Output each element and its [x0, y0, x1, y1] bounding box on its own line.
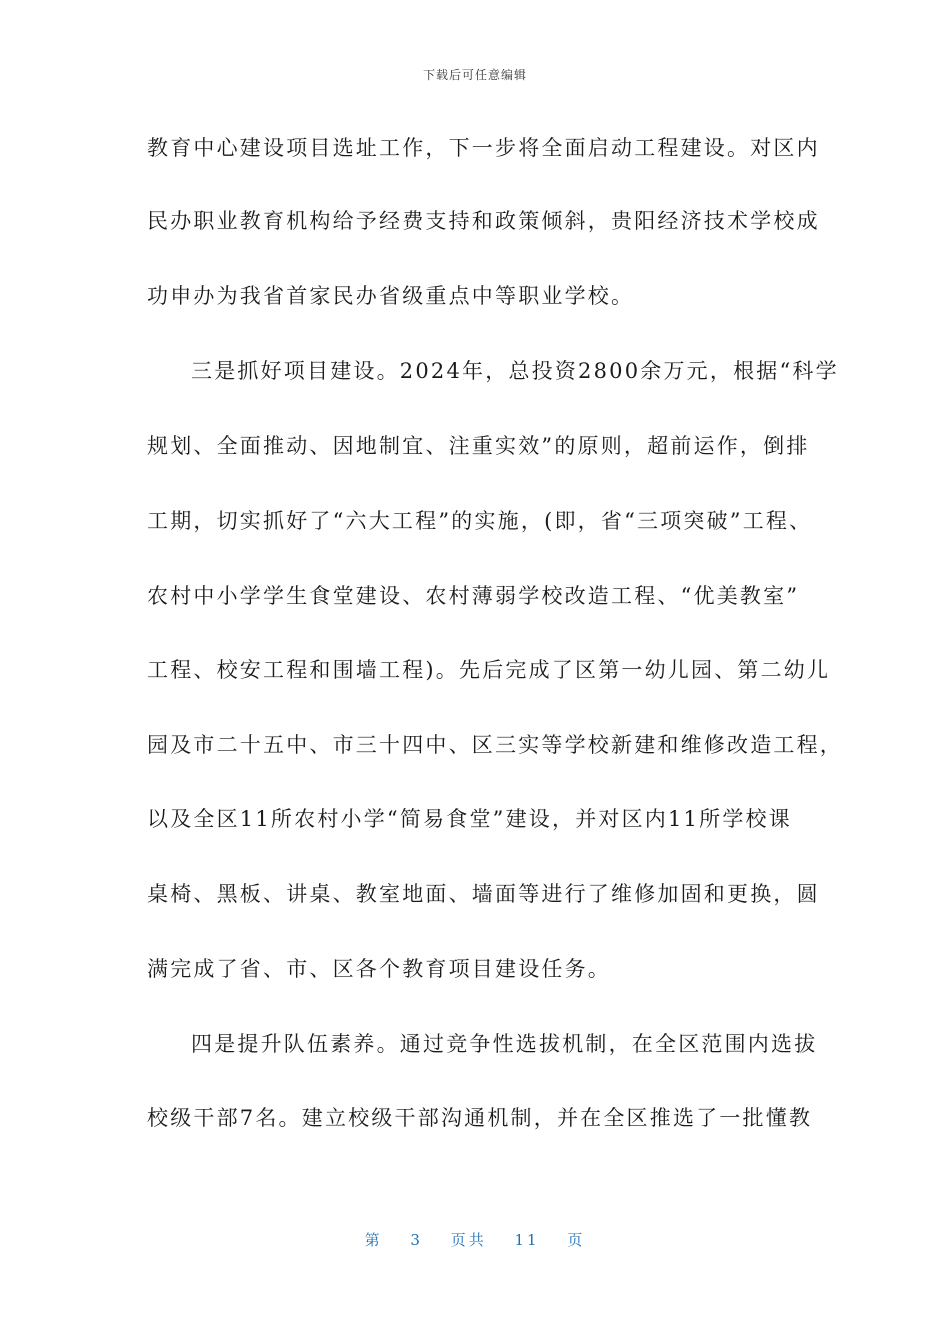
body-line: 教育中心建设项目选址工作，下一步将全面启动工程建设。对区内	[147, 136, 820, 160]
body-line: 满完成了省、市、区各个教育项目建设任务。	[147, 957, 611, 981]
footer-page-prefix: 第	[364, 1231, 383, 1249]
footer-page-suffix: 页	[567, 1231, 586, 1249]
body-line: 桌椅、黑板、讲桌、教室地面、墙面等进行了维修加固和更换，圆	[147, 882, 820, 906]
page-header-note: 下载后可任意编辑	[422, 68, 527, 82]
body-line: 功申办为我省首家民办省级重点中等职业学校。	[147, 284, 635, 308]
body-line: 农村中小学学生食堂建设、农村薄弱学校改造工程、“优美教室”	[147, 584, 800, 608]
body-line: 工程、校安工程和围墙工程)。先后完成了区第一幼儿园、第二幼儿	[147, 658, 831, 682]
paragraph-start-line: 三是抓好项目建设。2024年，总投资2800余万元，根据“科学	[191, 359, 839, 383]
page-footer	[0, 1229, 950, 1250]
body-line: 工期，切实抓好了“六大工程”的实施，(即，省“三项突破”工程、	[147, 509, 813, 533]
paragraph-start-line: 四是提升队伍素养。通过竞争性选拔机制，在全区范围内选拔	[191, 1032, 818, 1056]
body-line: 校级干部7名。建立校级干部沟通机制，并在全区推选了一批懂教	[147, 1106, 813, 1130]
body-line: 民办职业教育机构给予经费支持和政策倾斜，贵阳经济技术学校成	[147, 209, 820, 233]
footer-page-mid: 页共	[450, 1231, 487, 1249]
footer-total-pages: 11	[514, 1231, 540, 1249]
body-line: 规划、全面推动、因地制宜、注重实效”的原则，超前运作，倒排	[147, 434, 810, 458]
body-line: 园及市二十五中、市三十四中、区三实等学校新建和维修改造工程，	[147, 733, 843, 757]
body-line: 以及全区11所农村小学“简易食堂”建设，并对区内11所学校课	[147, 807, 792, 831]
footer-page-number: 3	[410, 1231, 423, 1249]
